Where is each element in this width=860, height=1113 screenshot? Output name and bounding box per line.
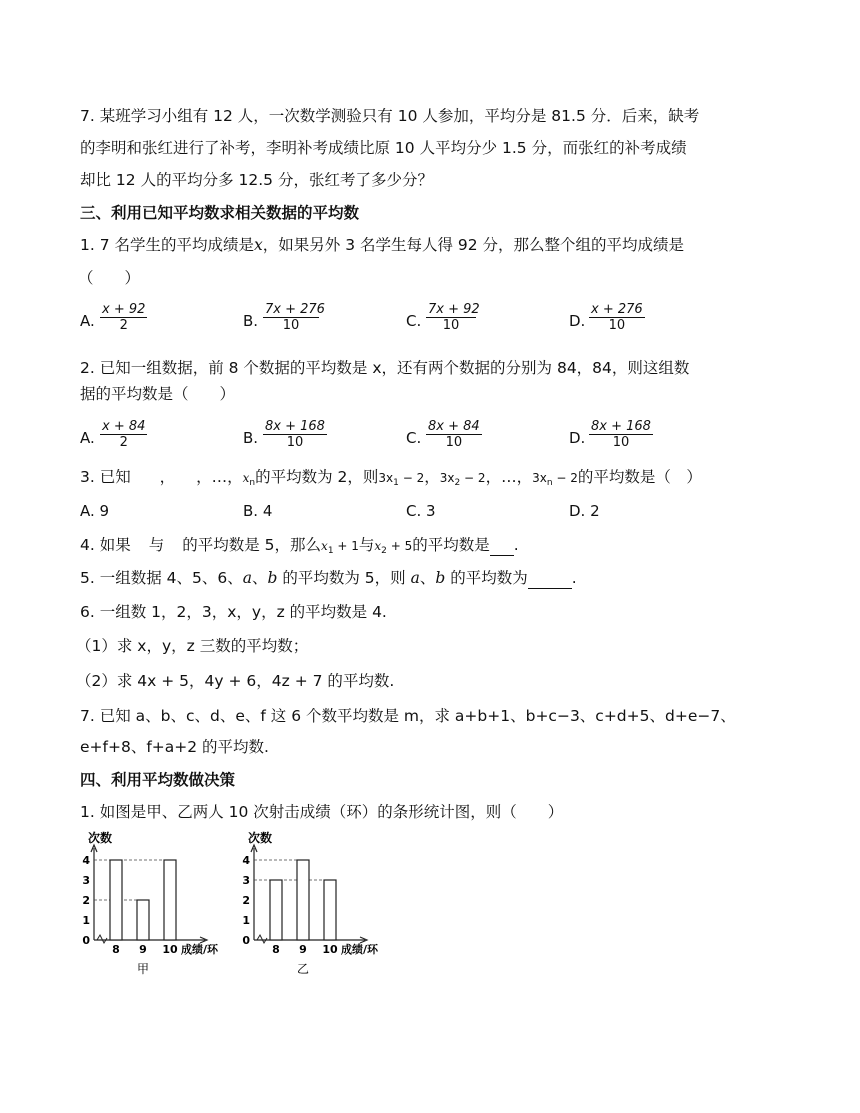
answer-blank[interactable] [528,568,572,589]
option-letter: B. [243,429,259,447]
s3-q1-stem [80,235,684,255]
s3-q3-comma-1: ， [424,468,440,486]
denominator: 10 [442,318,460,333]
bar [297,860,309,940]
bar [164,860,176,940]
denominator: 10 [282,318,300,333]
s3-q3-option-b[interactable]: B. 4 [243,502,273,520]
s3-q3-option-a[interactable]: A. 9 [80,502,110,520]
fraction [100,302,147,333]
y-tick-label: 0 [82,934,90,947]
chart-title: 乙 [296,962,310,976]
fraction [100,419,147,450]
s4-q1-stem: 1. 如图是甲、乙两人 10 次射击成绩（环）的条形统计图，则（ ） [80,803,564,821]
s3-q3-option-d[interactable]: D. 2 [569,502,600,520]
y-tick-label: 3 [242,874,250,887]
numerator: 7x + 276 [265,302,325,317]
s3-q7-line-2: e+f+8、f+a+2 的平均数. [80,738,269,756]
x-tick-label: 9 [139,943,147,956]
s3-q4-c: 的平均数是 5，那么 [182,536,322,554]
s3-q1-paren: （ ） [78,269,141,287]
s3-q3-option-c[interactable]: C. 3 [406,502,436,520]
option-letter: D. [569,429,586,447]
s3-q3-e1-tail: − 2 [398,471,425,485]
fraction [263,419,327,450]
y-tick-label: 2 [242,894,250,907]
q7-top-line-3: 却比 12 人的平均分多 12.5 分，张红考了多少分？ [80,171,433,189]
s3-q5-c: 的平均数为 [445,569,528,587]
s3-q5-var-b: b [267,569,278,587]
s3-q5-d: . [571,569,577,587]
option-letter: B. [243,312,259,330]
bar [110,860,122,940]
s3-q5-sep: 、 [251,569,268,587]
x-tick-label: 9 [299,943,307,956]
s3-q4-b: 与 [148,536,165,554]
s3-q3-e2-sub: 2 [454,478,461,488]
denominator: 10 [612,435,630,450]
s3-q4-a: 4. 如果 [80,536,131,554]
fraction [589,302,645,333]
s3-q3-e3-sub: n [546,478,553,488]
denominator: 10 [286,435,304,450]
numerator: 7x + 92 [428,302,480,317]
s3-q5-a: 5. 一组数据 4、5、6、 [80,569,243,587]
bar [324,880,336,940]
axis-break [97,935,107,943]
numerator: 8x + 168 [591,419,651,434]
option-letter: C. [406,429,422,447]
y-tick-label: 2 [82,894,90,907]
s3-q3-d: 的平均数为 2，则 [255,468,379,486]
numerator: 8x + 168 [265,419,325,434]
denominator: 10 [608,318,626,333]
numerator: x + 92 [102,302,146,317]
y-tick-label: 1 [242,914,250,927]
s3-q4-e: . [513,536,519,554]
y-tick-label: 4 [82,854,90,867]
s3-q4-d: 的平均数是 [412,536,490,554]
bar [137,900,149,940]
bar-chart-yi [234,830,404,980]
s3-q6-line-2: （1）求 x，y，z 三数的平均数； [76,637,309,655]
s3-q3-xn-sub: n [249,478,256,488]
s3-q3-a: 3. 已知 [80,468,131,486]
s3-q4-stem [80,535,519,561]
y-tick-label: 4 [242,854,250,867]
s3-q3-e2: 3x [439,471,455,485]
answer-blank[interactable] [490,535,514,556]
y-axis-label: 次数 [248,831,273,845]
bar [270,880,282,940]
s3-q5-var-a2: a [410,569,420,587]
s3-q5-sep2: 、 [419,569,436,587]
s3-q3-xn: x [242,471,250,485]
s3-q3-e2-tail: − 2 [460,471,486,485]
bar-chart-jia [74,830,234,980]
s3-q3-dots: ，…， [485,468,533,486]
fraction [589,419,653,450]
fraction [263,302,325,333]
s3-q4-plus5: + 5 [386,539,413,553]
option-letter: A. [80,429,95,447]
x-tick-label: 10 [322,943,338,956]
y-axis-label: 次数 [88,831,113,845]
denominator: 10 [445,435,463,450]
section-4-heading: 四、利用平均数做决策 [80,771,236,789]
s3-q4-plus1: + 1 [333,539,359,553]
s3-q3-e3-tail: − 2 [552,471,578,485]
option-letter: C. [406,312,422,330]
s3-q4-x2: x [374,539,382,553]
s3-q3-e1-sub: 1 [393,478,399,488]
q7-top-line-2: 的李明和张红进行了补考，李明补考成绩比原 10 人平均分少 1.5 分，而张红的补考成绩 [80,139,687,157]
denominator: 2 [119,435,128,450]
s3-q1-stem-b: ，如果另外 3 名学生每人得 92 分，那么整个组的平均成绩是 [262,236,685,254]
s3-q5-var-a: a [242,569,252,587]
x-axis-label: 成绩/环 [341,943,379,956]
fraction [426,302,480,333]
y-tick-label: 0 [242,934,250,947]
s3-q3-c: ，…， [196,468,243,486]
denominator: 2 [119,318,128,333]
s3-q6-line-3: （2）求 4x + 5，4y + 6，4z + 7 的平均数. [76,672,395,690]
numerator: x + 84 [102,419,146,434]
x-tick-label: 8 [272,943,280,956]
s3-q3-stem [80,467,702,493]
s3-q2-line-1: 2. 已知一组数据，前 8 个数据的平均数是 x，还有两个数据的分别为 84，84，则这组数 [80,359,690,377]
section-3-heading: 三、利用已知平均数求相关数据的平均数 [80,204,360,222]
s3-q3-e1: 3x [378,471,394,485]
axis-break [257,935,267,943]
s3-q6-line-1: 6. 一组数 1，2，3，x，y，z 的平均数是 4. [80,603,387,621]
s3-q3-f: 的平均数是（ ） [577,468,702,486]
s3-q5-b: 的平均数为 5，则 [277,569,411,587]
chart-title: 甲 [136,962,150,976]
s3-q4-x1-sub: 1 [327,546,334,556]
y-tick-label: 3 [82,874,90,887]
s3-q3-e3: 3x [532,471,547,485]
s3-q1-var-x: x [254,236,263,254]
x-axis-label: 成绩/环 [181,943,219,956]
s3-q5-var-b2: b [435,569,446,587]
s3-q2-line-2: 据的平均数是（ ） [80,385,236,403]
s3-q4-x2-sub: 2 [381,546,387,556]
y-tick-label: 1 [82,914,90,927]
s3-q7-line-1: 7. 已知 a、b、c、d、e、f 这 6 个数平均数是 m，求 a+b+1、b+c−3、c+d+5、d+e−7、 [80,707,736,725]
s3-q3-b: ， [159,468,176,486]
s3-q4-x1: x [321,539,328,553]
x-tick-label: 8 [112,943,120,956]
s3-q4-with: 与 [358,536,375,554]
s3-q1-stem-a: 1. 7 名学生的平均成绩是 [80,236,255,254]
option-letter: A. [80,312,95,330]
numerator: 8x + 84 [428,419,480,434]
numerator: x + 276 [591,302,643,317]
s3-q5-stem [80,568,577,589]
fraction [426,419,482,450]
q7-top-line-1: 7. 某班学习小组有 12 人，一次数学测验只有 10 人参加，平均分是 81.5 分．后来，缺考 [80,107,700,125]
x-tick-label: 10 [162,943,178,956]
option-letter: D. [569,312,586,330]
